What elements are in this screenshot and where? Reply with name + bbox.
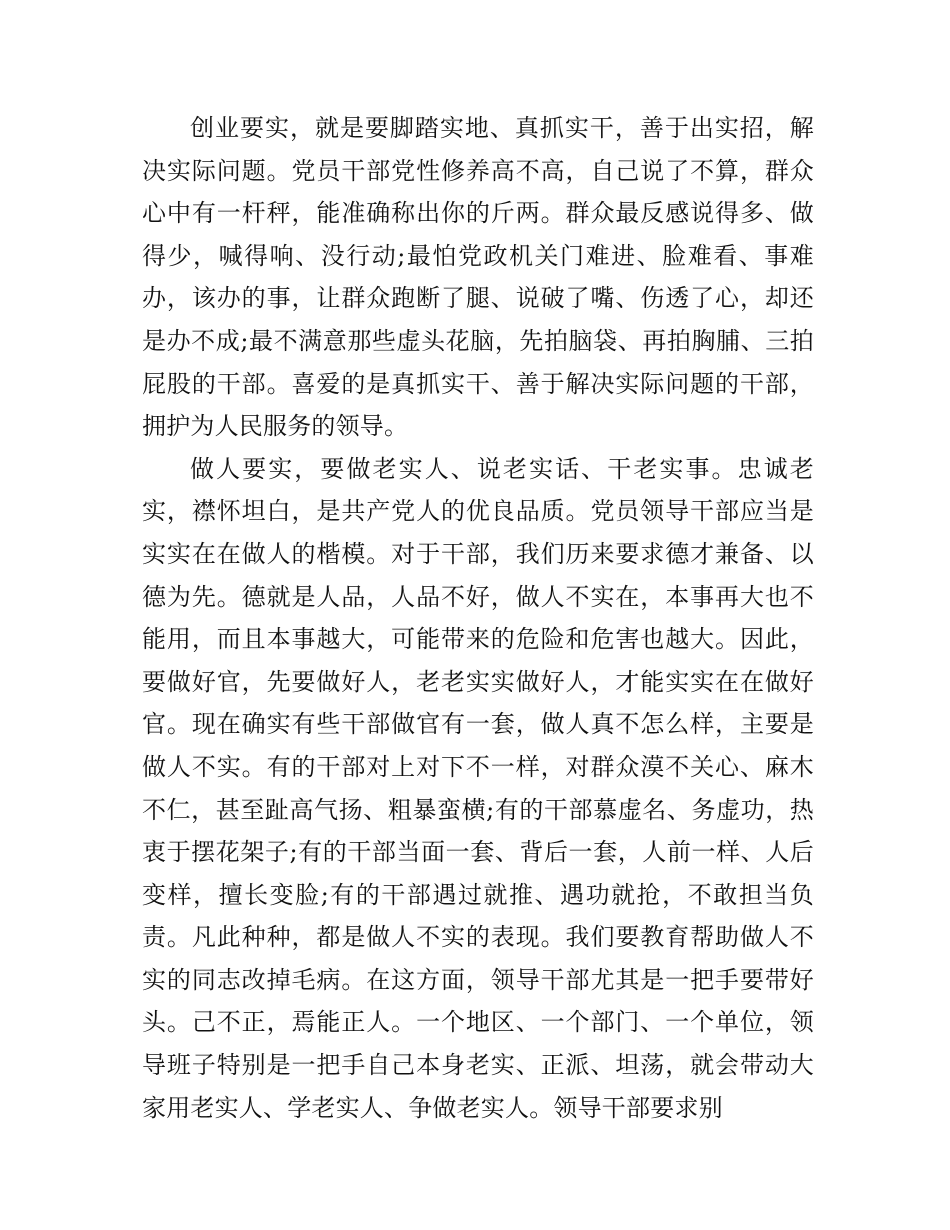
- document-page: [142, 107, 814, 1129]
- paragraph-being-honest: 做人要实，要做老实人、说老实话、干老实事。忠诚老实，襟怀坦白，是共产党人的优良品质。党员领导干部应当是实实在在做人的楷模。对于干部，我们历来要求德才兼备、以德为先。德就是人品，人品不好，做人不实在，本事再大也不能用，而且本事越大，可能带来的危险和危害也越大。因此，要做好官，先要做好人，老老实实做好人，才能实实在在做好官。现在确实有些干部做官有一套，做人真不怎么样，主要是做人不实。有的干部对上对下不一样，对群众漠不关心、麻木不仁，甚至趾高气扬、粗暴蛮横;有的干部慕虚名、务虚功，热衷于摆花架子;有的干部当面一套、背后一套，人前一样、人后变样，擅长变脸;有的干部遇过就推、遇功就抢，不敢担当负责。凡此种种，都是做人不实的表现。我们要教育帮助做人不实的同志改掉毛病。在这方面，领导干部尤其是一把手要带好头。己不正，焉能正人。一个地区、一个部门、一个单位，领导班子特别是一把手自己本身老实、正派、坦荡，就会带动大家用老实人、学老实人、争做老实人。领导干部要求别: [142, 454, 814, 1122]
- paragraph-entrepreneurship: 创业要实，就是要脚踏实地、真抓实干，善于出实招，解决实际问题。党员干部党性修养高不高，自己说了不算，群众心中有一杆秤，能准确称出你的斤两。群众最反感说得多、做得少，喊得响、没行动;最怕党政机关门难进、脸难看、事难办，该办的事，让群众跑断了腿、说破了嘴、伤透了心，却还是办不成;最不满意那些虚头花脑，先拍脑袋、再拍胸脯、三拍屁股的干部。喜爱的是真抓实干、善于解决实际问题的干部，拥护为人民服务的领导。: [142, 114, 814, 441]
